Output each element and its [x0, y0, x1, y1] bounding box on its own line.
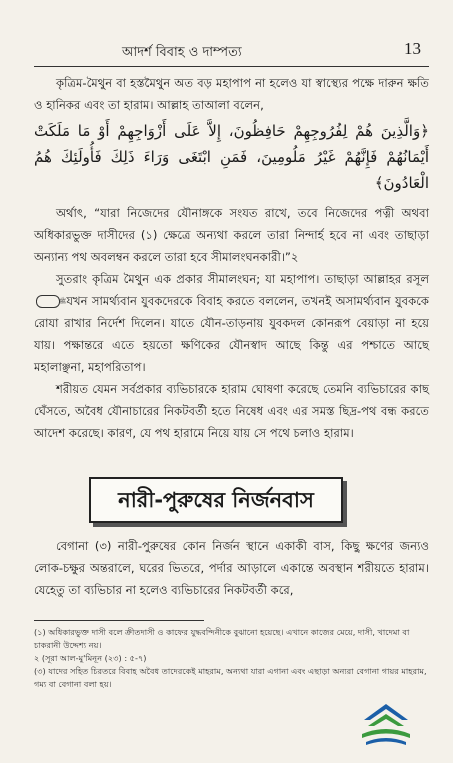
section-heading: নারী-পুরুষের নির্জনবাস — [89, 477, 343, 523]
footnote-3: (৩) যাদের সহিত চিরতরে বিবাহ অবৈধ তাদেরকেই মাহরাম, অন্যথা যারা এগানা এবং এছাড়া অন্যরা বেগানা গায়র মাহরাম, গম্য বা বেগানা বলা হয়। — [34, 666, 427, 689]
paragraph-3-part-b: যখন সামর্থ্যবান যুবকদেরকে বিবাহ করতে বললেন, তখনই অসামর্থ্যবান যুবককে রোযা রাখার নির্দেশ দিলেন। যাতে যৌন-তাড়নায় যুবকদল কোনরূপ বেয়াড়া না হয়ে যায়। পক্ষান্তরে এতে হয়তো ক্ষণিকের যৌনস্বাদ আছে কিন্তু এর পশ্চাতে আছে মহালাঞ্ছনা, মহাপরিতাপ। — [34, 294, 430, 374]
footnotes — [34, 626, 429, 691]
publisher-logo-icon — [356, 698, 416, 748]
footnote-2: ২ (সূরা আল-মু'মিনূন (২৩) : ৫-৭) — [34, 653, 147, 663]
footnote-divider — [34, 620, 204, 621]
paragraph-3-part-a: সুতরাং কৃত্রিম মৈথুন এক প্রকার সীমালংঘন; যা মহাপাপ। তাছাড়া আল্লাহর রসূল — [56, 272, 429, 286]
page-number: 13 — [404, 39, 421, 58]
main-text-2 — [34, 535, 429, 601]
paragraph-3 — [34, 268, 429, 378]
footnote-1: (১) অধিকারভুক্ত দাসী বলে ক্রীতদাসী ও কাফের যুদ্ধবন্দিনীকে বুঝানো হয়েছে। এখানে কাজের মেয়ে, দাসী, খাদেমা বা চাকরানী উদ্দেশ্য নয়। — [34, 627, 410, 650]
pbuh-seal-icon: ﷺ — [36, 295, 60, 308]
arabic-verse: ﴿وَالَّذِينَ هُمْ لِفُرُوجِهِمْ حَافِظُونَ، إِلاَّ عَلَى أَزْوَاجِهِمْ أَوْ مَا مَلَكَتْ أَيْمَانُهُمْ فَإِنَّهُمْ غَيْرُ مَلُومِينَ، فَمَنِ ابْتَغَى وَرَاءَ ذَلِكَ فَأُولَئِكَ هُمُ الْعَادُونَ﴾ — [34, 122, 429, 192]
page-header — [34, 36, 429, 67]
book-title: আদর্শ বিবাহ ও দাম্পত্য — [122, 45, 242, 60]
main-text — [34, 72, 429, 444]
paragraph-5: বেগানা (৩) নারী-পুরুষের কোন নির্জন স্থানে একাকী বাস, কিছু ক্ষণের জন্যও লোক-চক্ষুর অন্তরালে, ঘরের ভিতরে, পর্দার আড়ালে একান্তে অবস্থান শরীয়তে হারাম। যেহেতু তা ব্যভিচার না হলেও ব্যভিচারের নিকটবর্তী করে, — [34, 539, 429, 597]
paragraph-1: কৃত্রিম-মৈথুন বা হস্তমৈথুন অত বড় মহাপাপ না হলেও যা স্বাস্থ্যের পক্ষে দারুন ক্ষতি ও হানিকর এবং তা হারাম। আল্লাহ তাআলা বলেন, — [34, 76, 429, 112]
paragraph-4: শরীয়ত যেমন সর্বপ্রকার ব্যভিচারকে হারাম ঘোষণা করেছে তেমনি ব্যভিচারের কাছ ঘেঁসতে, অবৈধ যৌনাচারের নিকটবর্তী হতে নিষেধ এবং এর সমস্ত ছিদ্র-পথ বন্ধ করতে আদেশ করেছে। কারণ, যে পথ হারামে নিয়ে যায় সে পথে চলাও হারাম। — [34, 382, 429, 440]
paragraph-2: অর্থাৎ, “যারা নিজেদের যৌনাঙ্গকে সংযত রাখে, তবে নিজেদের পত্নী অথবা অধিকারভুক্ত দাসীদের (১) ক্ষেত্রে অন্যথা করলে তারা নিন্দার্হ হবে না এবং তাছাড়া অন্যান্য পথ অবলম্বন করলে তারা হবে সীমালংঘনকারী।”২ — [34, 206, 429, 264]
